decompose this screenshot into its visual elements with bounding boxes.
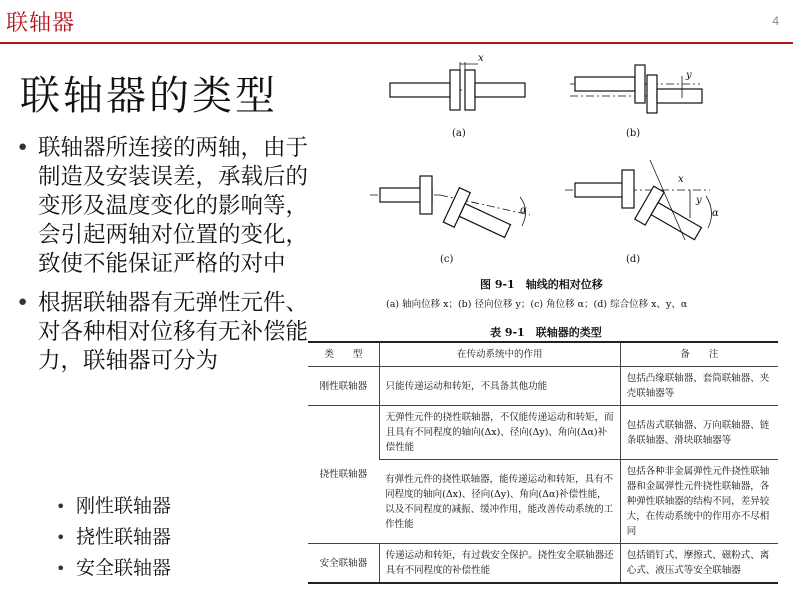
cell-role: 传递运动和转矩，有过载安全保护。挠性安全联轴器还具有不同程度的补偿性能 (379, 544, 620, 584)
cell-type: 刚性联轴器 (308, 367, 379, 406)
symbol-x-d: x (678, 174, 684, 185)
cell-type: 挠性联轴器 (308, 406, 379, 544)
page-number: 4 (772, 14, 779, 28)
slide-title: 联轴器的类型 (20, 73, 278, 119)
sub-bullet-safety: • 安全联轴器 (56, 553, 171, 584)
panel-a-axial (390, 62, 525, 110)
symbol-alpha-c: α (520, 205, 527, 216)
symbol-x-a: x (478, 53, 484, 64)
sub-bullet-list (56, 491, 171, 584)
symbol-y-d: y (696, 195, 702, 206)
panel-d-combined (565, 160, 712, 250)
header-title: 联轴器 (6, 11, 76, 36)
panel-c-angular (370, 176, 530, 248)
cell-role: 只能传递运动和转矩，不具备其他功能 (379, 367, 620, 406)
symbol-alpha-d: α (712, 208, 719, 219)
panel-label-d: (d) (626, 254, 641, 265)
column-header-role: 在传动系统中的作用 (379, 342, 620, 367)
cell-note: 包括各种非金属弹性元件挠性联轴器和金属弹性元件挠性联轴器，各种弹性联轴器的结构不同，差异较大，在传动系统中的作用亦不尽相同 (620, 460, 778, 544)
coupling-types-table (308, 341, 778, 584)
cell-role: 有弹性元件的挠性联轴器，能传递运动和转矩，具有不同程度的轴向(Δx)、径向(Δy)、角向(Δα)补偿性能，以及不同程度的减振、缓冲作用，能改善传动系统的工作性能 (379, 460, 620, 544)
displacement-figure (360, 50, 730, 310)
column-header-type: 类 型 (308, 342, 379, 367)
table-row (308, 406, 778, 460)
cell-note: 包括销钉式、摩擦式、磁粉式、离心式、液压式等安全联轴器 (620, 544, 778, 584)
panel-label-a: (a) (452, 128, 466, 139)
table-row (308, 367, 778, 406)
panel-label-b: (b) (626, 128, 641, 139)
bullet-item: • 联轴器所连接的两轴，由于制造及安装误差，承载后的变形及温度变化的影响等，会引起两轴对位置的变化，致使不能保证严格的对中 (14, 134, 319, 279)
figure-description: (a) 轴向位移 x；(b) 径向位移 y；(c) 角位移 α；(d) 综合位移 x、y、α (386, 299, 688, 310)
bullet-list (14, 134, 319, 386)
cell-note: 包括凸缘联轴器、套筒联轴器、夹壳联轴器等 (620, 367, 778, 406)
sub-bullet-flexible: • 挠性联轴器 (56, 522, 171, 553)
shaft-displacement-diagram (360, 50, 730, 270)
panel-b-radial (570, 65, 702, 113)
bullet-item: • 根据联轴器有无弹性元件、对各种相对位移有无补偿能力，联轴器可分为 (14, 289, 319, 376)
table-row (308, 544, 778, 584)
table-row (308, 460, 778, 544)
figure-caption: 图 9-1 轴线的相对位移 (480, 278, 603, 291)
table-header-row (308, 342, 778, 367)
cell-role: 无弹性元件的挠性联轴器，不仅能传递运动和转矩，而且具有不同程度的轴向(Δx)、径向(Δy)、角向(Δα)补偿性能 (379, 406, 620, 460)
column-header-note: 备 注 (620, 342, 778, 367)
header-rule (0, 42, 793, 44)
cell-note: 包括齿式联轴器、万向联轴器、链条联轴器、滑块联轴器等 (620, 406, 778, 460)
cell-type: 安全联轴器 (308, 544, 379, 584)
symbol-y-b: y (686, 70, 692, 81)
panel-label-c: (c) (440, 254, 454, 265)
table-caption: 表 9-1 联轴器的类型 (490, 326, 602, 339)
sub-bullet-rigid: • 刚性联轴器 (56, 491, 171, 522)
